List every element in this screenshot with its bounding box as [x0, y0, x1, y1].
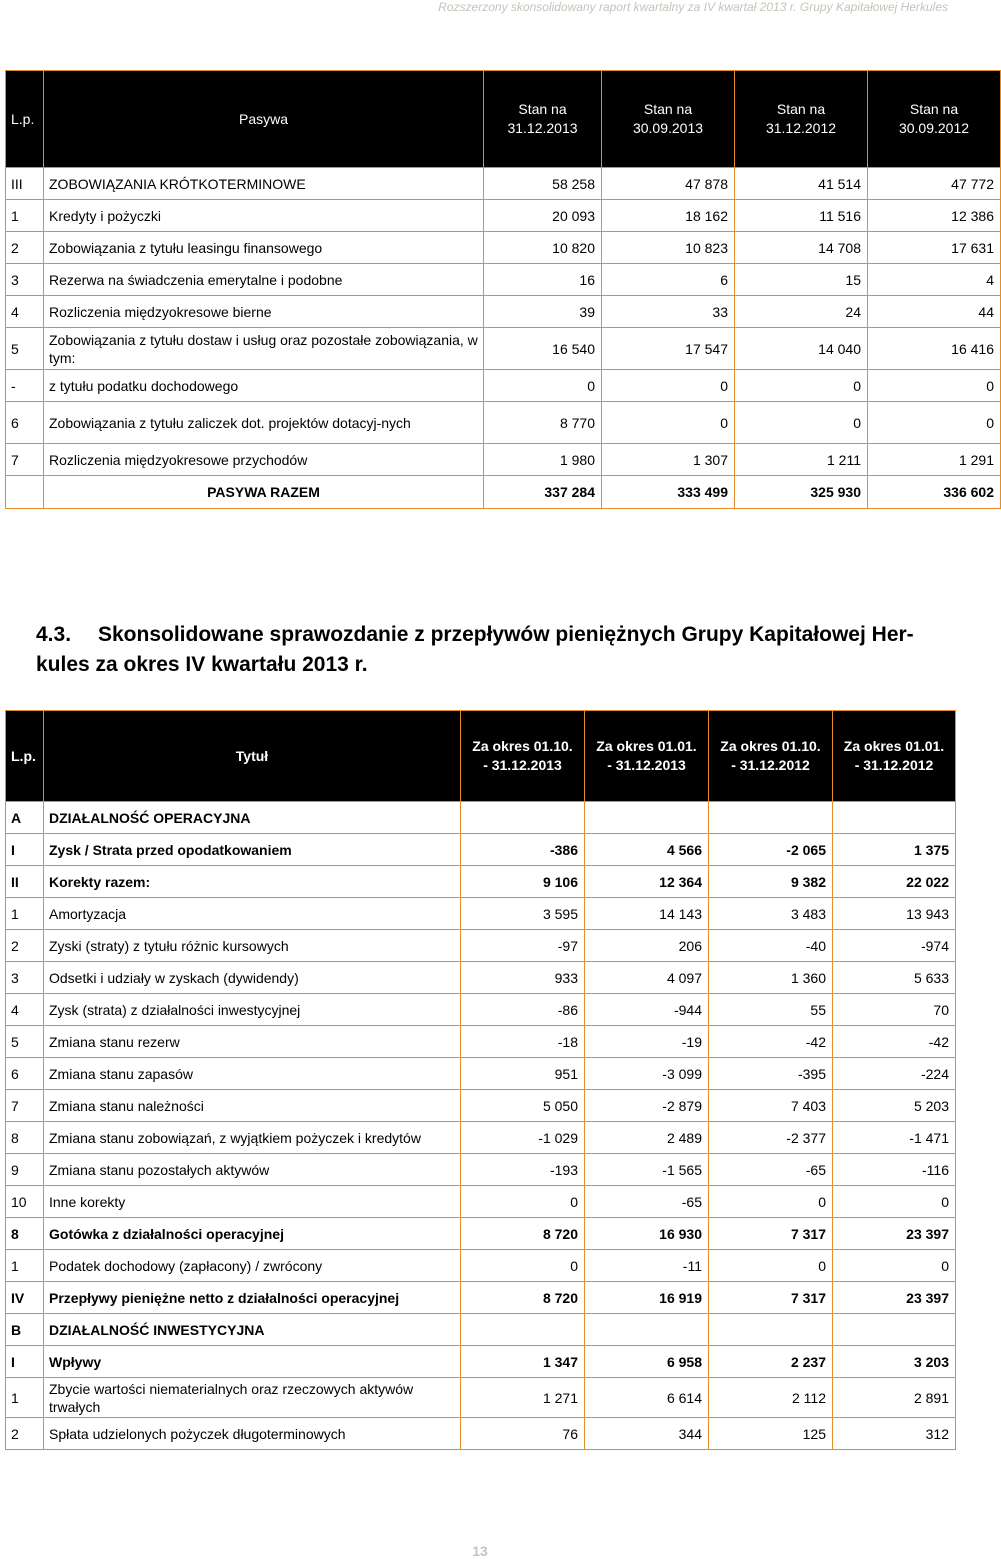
- row-value: [585, 802, 709, 834]
- row-value: -2 065: [709, 834, 833, 866]
- row-value: 12 364: [585, 866, 709, 898]
- row-value: 1 980: [484, 444, 602, 476]
- row-value: 16 540: [484, 328, 602, 370]
- row-value: 41 514: [735, 168, 868, 200]
- row-lp: 2: [6, 232, 44, 264]
- row-lp: I: [6, 834, 44, 866]
- header-col2-line1: Za okres 01.01.: [596, 738, 697, 754]
- row-value: 9 382: [709, 866, 833, 898]
- row-value: 0: [833, 1250, 956, 1282]
- row-label: Spłata udzielonych pożyczek długoterminowych: [44, 1418, 461, 1450]
- row-value: 951: [461, 1058, 585, 1090]
- pasywa-header-col4: [868, 71, 1001, 168]
- row-value: -2 879: [585, 1090, 709, 1122]
- section-number: 4.3.: [36, 623, 72, 646]
- row-value: 2 891: [833, 1378, 956, 1418]
- table-row: [6, 834, 956, 866]
- header-col1-line1: Za okres 01.10.: [472, 738, 573, 754]
- row-label: Rozliczenia międzyokresowe przychodów: [44, 444, 484, 476]
- row-value: 47 772: [868, 168, 1001, 200]
- table-row: [6, 1186, 956, 1218]
- total-value: 325 930: [735, 476, 868, 509]
- pasywa-body: [6, 168, 1001, 476]
- row-value: 2 237: [709, 1346, 833, 1378]
- header-col1-line2: 31.12.2013: [507, 120, 578, 136]
- table-row: [6, 866, 956, 898]
- header-col3-line1: Za okres 01.10.: [720, 738, 821, 754]
- row-lp: 4: [6, 994, 44, 1026]
- header-lp-text: L.p.: [11, 110, 35, 127]
- row-value: -224: [833, 1058, 956, 1090]
- table-row: [6, 200, 1001, 232]
- row-value: 0: [709, 1250, 833, 1282]
- table-row: [6, 370, 1001, 402]
- row-label: Przepływy pieniężne netto z działalności operacyjnej: [44, 1282, 461, 1314]
- row-label: Zmiana stanu należności: [44, 1090, 461, 1122]
- row-lp: -: [6, 370, 44, 402]
- row-value: [709, 1314, 833, 1346]
- row-value: 8 770: [484, 402, 602, 444]
- pasywa-table: [5, 70, 1001, 509]
- row-label: Zysk (strata) z działalności inwestycyjnej: [44, 994, 461, 1026]
- table-row: [6, 264, 1001, 296]
- row-value: 10 820: [484, 232, 602, 264]
- row-value: -97: [461, 930, 585, 962]
- row-value: 1 211: [735, 444, 868, 476]
- total-value: 333 499: [602, 476, 735, 509]
- header-lp-text: L.p.: [11, 747, 36, 764]
- row-value: 13 943: [833, 898, 956, 930]
- row-value: -11: [585, 1250, 709, 1282]
- cashflow-header-col3: [709, 711, 833, 802]
- table-row: [6, 994, 956, 1026]
- table-row: [6, 1418, 956, 1450]
- row-value: 47 878: [602, 168, 735, 200]
- row-lp: 7: [6, 1090, 44, 1122]
- row-label: ZOBOWIĄZANIA KRÓTKOTERMINOWE: [44, 168, 484, 200]
- row-value: -42: [833, 1026, 956, 1058]
- row-value: -18: [461, 1026, 585, 1058]
- row-value: 933: [461, 962, 585, 994]
- row-label: Zobowiązania z tytułu leasingu finansowego: [44, 232, 484, 264]
- row-value: 23 397: [833, 1282, 956, 1314]
- row-value: 5 203: [833, 1090, 956, 1122]
- table-row: [6, 1090, 956, 1122]
- table-row: [6, 1314, 956, 1346]
- header-col3-line2: 31.12.2012: [765, 120, 837, 136]
- row-value: [709, 802, 833, 834]
- row-value: 1 291: [868, 444, 1001, 476]
- header-title-text: Pasywa: [238, 110, 289, 127]
- cashflow-header-col4: [833, 711, 956, 802]
- table-row: [6, 1218, 956, 1250]
- cashflow-table: [5, 710, 956, 1450]
- row-lp: 3: [6, 264, 44, 296]
- row-value: 17 631: [868, 232, 1001, 264]
- pasywa-total-row: [6, 476, 1001, 509]
- row-value: [585, 1314, 709, 1346]
- row-value: 33: [602, 296, 735, 328]
- row-value: 16: [484, 264, 602, 296]
- row-value: 125: [709, 1418, 833, 1450]
- row-lp: B: [6, 1314, 44, 1346]
- row-lp: I: [6, 1346, 44, 1378]
- total-value: 337 284: [484, 476, 602, 509]
- row-value: 16 416: [868, 328, 1001, 370]
- table-row: [6, 1346, 956, 1378]
- row-lp: 10: [6, 1186, 44, 1218]
- row-value: -65: [709, 1154, 833, 1186]
- row-value: 70: [833, 994, 956, 1026]
- row-lp: 4: [6, 296, 44, 328]
- header-col1-line1: Stan na: [518, 101, 567, 117]
- pasywa-header-col2: [602, 71, 735, 168]
- row-label: Inne korekty: [44, 1186, 461, 1218]
- row-lp: 9: [6, 1154, 44, 1186]
- row-value: 15: [735, 264, 868, 296]
- row-lp: 8: [6, 1122, 44, 1154]
- row-value: 16 919: [585, 1282, 709, 1314]
- table-row: [6, 168, 1001, 200]
- row-value: -193: [461, 1154, 585, 1186]
- cashflow-header-col2: [585, 711, 709, 802]
- row-lp: A: [6, 802, 44, 834]
- cashflow-body: [6, 802, 956, 1450]
- row-value: 1 360: [709, 962, 833, 994]
- row-lp: 2: [6, 1418, 44, 1450]
- table-row: [6, 930, 956, 962]
- cashflow-header-title: [44, 711, 461, 802]
- table-row: [6, 402, 1001, 444]
- row-value: 9 106: [461, 866, 585, 898]
- row-lp: 1: [6, 200, 44, 232]
- row-value: [833, 802, 956, 834]
- row-value: 55: [709, 994, 833, 1026]
- table-row: [6, 1154, 956, 1186]
- row-value: 0: [735, 402, 868, 444]
- header-col4-line2: - 31.12.2012: [854, 757, 934, 773]
- row-lp: 6: [6, 402, 44, 444]
- row-lp: 5: [6, 328, 44, 370]
- row-value: 3 203: [833, 1346, 956, 1378]
- row-value: 5 633: [833, 962, 956, 994]
- row-value: 1 271: [461, 1378, 585, 1418]
- row-value: -1 029: [461, 1122, 585, 1154]
- row-value: 7 317: [709, 1218, 833, 1250]
- row-value: -2 377: [709, 1122, 833, 1154]
- row-value: 23 397: [833, 1218, 956, 1250]
- row-label: Rozliczenia międzyokresowe bierne: [44, 296, 484, 328]
- table-row: [6, 328, 1001, 370]
- cashflow-header-lp: [6, 711, 44, 802]
- row-value: -86: [461, 994, 585, 1026]
- pasywa-header-row: [6, 71, 1001, 168]
- row-value: [833, 1314, 956, 1346]
- row-value: 76: [461, 1418, 585, 1450]
- row-value: -116: [833, 1154, 956, 1186]
- table-row: [6, 898, 956, 930]
- row-value: 2 112: [709, 1378, 833, 1418]
- row-value: -40: [709, 930, 833, 962]
- row-value: -1 471: [833, 1122, 956, 1154]
- row-value: 0: [868, 402, 1001, 444]
- row-value: 6 958: [585, 1346, 709, 1378]
- row-value: 0: [833, 1186, 956, 1218]
- row-value: 0: [735, 370, 868, 402]
- pasywa-header-title: [44, 71, 484, 168]
- row-value: 14 708: [735, 232, 868, 264]
- row-value: 0: [602, 402, 735, 444]
- row-value: -3 099: [585, 1058, 709, 1090]
- row-label: Amortyzacja: [44, 898, 461, 930]
- row-lp: IV: [6, 1282, 44, 1314]
- row-label: DZIAŁALNOŚĆ INWESTYCYJNA: [44, 1314, 461, 1346]
- row-lp: 7: [6, 444, 44, 476]
- row-value: 6: [602, 264, 735, 296]
- row-value: 14 143: [585, 898, 709, 930]
- row-value: -42: [709, 1026, 833, 1058]
- row-lp: 1: [6, 1250, 44, 1282]
- row-lp: 3: [6, 962, 44, 994]
- row-value: 12 386: [868, 200, 1001, 232]
- row-value: 4: [868, 264, 1001, 296]
- row-lp: 8: [6, 1218, 44, 1250]
- pasywa-header-lp: [6, 71, 44, 168]
- row-value: -19: [585, 1026, 709, 1058]
- header-col2-line1: Stan na: [643, 101, 693, 117]
- row-value: -974: [833, 930, 956, 962]
- row-value: 8 720: [461, 1218, 585, 1250]
- row-value: 16 930: [585, 1218, 709, 1250]
- row-value: -386: [461, 834, 585, 866]
- table-row: [6, 1282, 956, 1314]
- row-label: Korekty razem:: [44, 866, 461, 898]
- row-value: [461, 1314, 585, 1346]
- row-value: 312: [833, 1418, 956, 1450]
- total-lp-cell: [6, 476, 44, 509]
- row-value: 0: [868, 370, 1001, 402]
- row-value: 0: [461, 1250, 585, 1282]
- row-value: 0: [461, 1186, 585, 1218]
- table-row: [6, 962, 956, 994]
- row-value: 6 614: [585, 1378, 709, 1418]
- row-label: Wpływy: [44, 1346, 461, 1378]
- header-col4-line2: 30.09.2012: [898, 120, 970, 136]
- row-lp: 5: [6, 1026, 44, 1058]
- cashflow-header-row: [6, 711, 956, 802]
- header-col2-line2: - 31.12.2013: [607, 757, 686, 773]
- row-value: [461, 802, 585, 834]
- row-value: 4 566: [585, 834, 709, 866]
- row-label: Zmiana stanu zobowiązań, z wyjątkiem pożyczek i kredytów: [44, 1122, 461, 1154]
- row-value: 1 307: [602, 444, 735, 476]
- row-value: 18 162: [602, 200, 735, 232]
- row-value: 24: [735, 296, 868, 328]
- row-label: Zobowiązania z tytułu zaliczek dot. projektów dotacyj-nych: [44, 402, 484, 444]
- table-row: [6, 1250, 956, 1282]
- row-label: Zbycie wartości niematerialnych oraz rzeczowych aktywów trwałych: [44, 1378, 461, 1418]
- row-label: Zysk / Strata przed opodatkowaniem: [44, 834, 461, 866]
- pasywa-header-col3: [735, 71, 868, 168]
- table-row: [6, 1122, 956, 1154]
- table-row: [6, 444, 1001, 476]
- row-value: 2 489: [585, 1122, 709, 1154]
- row-value: -65: [585, 1186, 709, 1218]
- row-lp: II: [6, 866, 44, 898]
- running-header: Rozszerzony skonsolidowany raport kwartalny za IV kwartał 2013 r. Grupy Kapitałowej Herkules: [438, 0, 948, 14]
- table-row: [6, 1026, 956, 1058]
- row-value: 10 823: [602, 232, 735, 264]
- row-value: 206: [585, 930, 709, 962]
- row-value: 8 720: [461, 1282, 585, 1314]
- row-label: Kredyty i pożyczki: [44, 200, 484, 232]
- section-title-text: Skonsolidowane sprawozdanie z przepływów pieniężnych Grupy Kapitałowej Her-kules za okres IV kwartału 2013 r.: [36, 623, 914, 676]
- row-value: 17 547: [602, 328, 735, 370]
- row-label: DZIAŁALNOŚĆ OPERACYJNA: [44, 802, 461, 834]
- row-value: 3 595: [461, 898, 585, 930]
- row-lp: 1: [6, 1378, 44, 1418]
- row-value: 4 097: [585, 962, 709, 994]
- row-lp: 1: [6, 898, 44, 930]
- row-value: 20 093: [484, 200, 602, 232]
- row-label: Zyski (straty) z tytułu różnic kursowych: [44, 930, 461, 962]
- row-value: 7 317: [709, 1282, 833, 1314]
- row-label: Odsetki i udziały w zyskach (dywidendy): [44, 962, 461, 994]
- row-label: Zmiana stanu rezerw: [44, 1026, 461, 1058]
- row-value: 1 347: [461, 1346, 585, 1378]
- row-label: Zobowiązania z tytułu dostaw i usług oraz pozostałe zobowiązania, w tym:: [44, 328, 484, 370]
- row-value: 344: [585, 1418, 709, 1450]
- row-value: 0: [709, 1186, 833, 1218]
- row-label: Zmiana stanu pozostałych aktywów: [44, 1154, 461, 1186]
- total-label: PASYWA RAZEM: [44, 476, 484, 509]
- row-value: 22 022: [833, 866, 956, 898]
- header-col4-line1: Stan na: [909, 101, 959, 117]
- row-value: 58 258: [484, 168, 602, 200]
- row-value: -395: [709, 1058, 833, 1090]
- row-value: 11 516: [735, 200, 868, 232]
- row-value: 39: [484, 296, 602, 328]
- row-value: 0: [484, 370, 602, 402]
- row-lp: 6: [6, 1058, 44, 1090]
- row-lp: III: [6, 168, 44, 200]
- header-col4-line1: Za okres 01.01.: [843, 738, 945, 754]
- row-value: 44: [868, 296, 1001, 328]
- table-row: [6, 1378, 956, 1418]
- row-label: z tytułu podatku dochodowego: [44, 370, 484, 402]
- row-label: Podatek dochodowy (zapłacony) / zwrócony: [44, 1250, 461, 1282]
- total-value: 336 602: [868, 476, 1001, 509]
- row-value: 5 050: [461, 1090, 585, 1122]
- row-label: Rezerwa na świadczenia emerytalne i podobne: [44, 264, 484, 296]
- header-title-text: Tytuł: [235, 747, 269, 764]
- table-row: [6, 232, 1001, 264]
- row-label: Gotówka z działalności operacyjnej: [44, 1218, 461, 1250]
- row-value: 7 403: [709, 1090, 833, 1122]
- row-value: 1 375: [833, 834, 956, 866]
- header-col3-line1: Stan na: [776, 101, 826, 117]
- section-heading: [36, 620, 951, 680]
- row-value: -1 565: [585, 1154, 709, 1186]
- row-lp: 2: [6, 930, 44, 962]
- table-row: [6, 802, 956, 834]
- cashflow-header-col1: [461, 711, 585, 802]
- header-col3-line2: - 31.12.2012: [731, 757, 810, 773]
- row-value: -944: [585, 994, 709, 1026]
- row-value: 0: [602, 370, 735, 402]
- header-col2-line2: 30.09.2013: [632, 120, 704, 136]
- row-value: 14 040: [735, 328, 868, 370]
- row-value: 3 483: [709, 898, 833, 930]
- header-col1-line2: - 31.12.2013: [483, 757, 562, 773]
- table-row: [6, 296, 1001, 328]
- row-label: Zmiana stanu zapasów: [44, 1058, 461, 1090]
- pasywa-header-col1: [484, 71, 602, 168]
- table-row: [6, 1058, 956, 1090]
- page-number: 13: [472, 1543, 488, 1559]
